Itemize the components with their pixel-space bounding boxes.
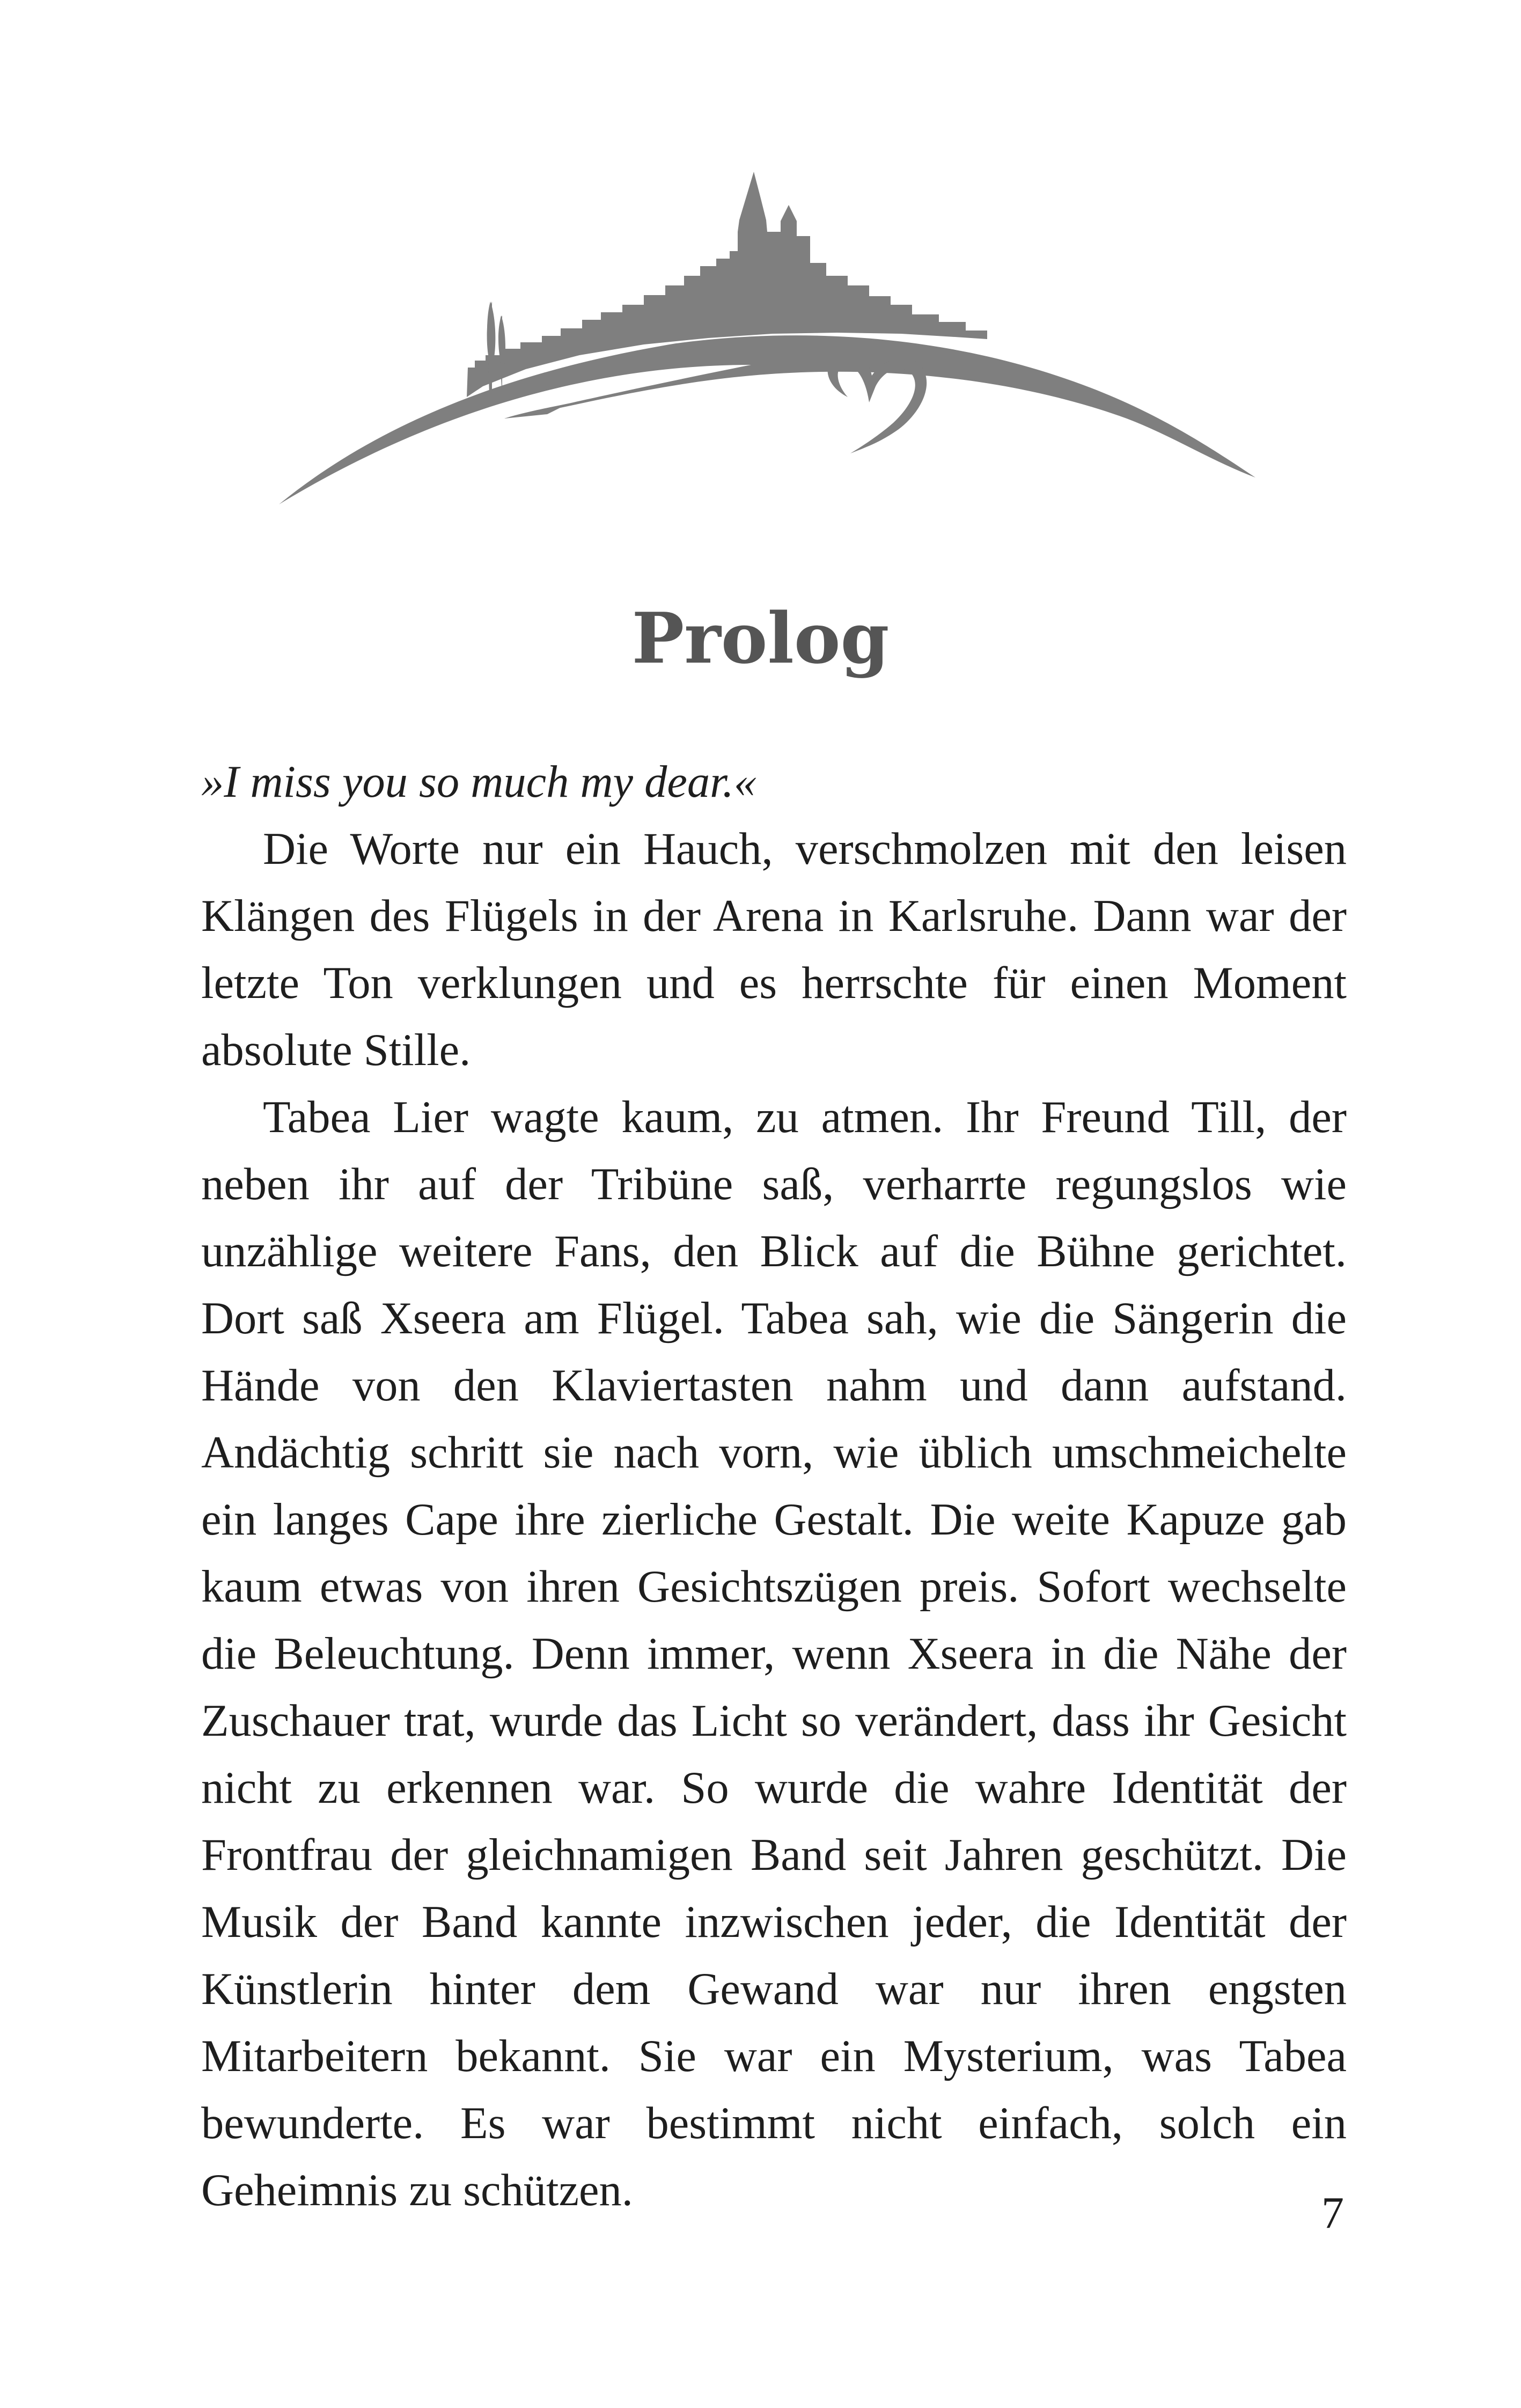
paragraph-1: Die Worte nur ein Hauch, verschmolzen mit den leisen Klängen des Flügels in der Arena in Karlsruhe. Dann war der letzte Ton verklungen und es herrschte für einen Moment absolute Stille. [201, 824, 1347, 1075]
chapter-title: Prolog [631, 597, 890, 679]
page-number: 7 [1321, 2188, 1344, 2238]
body-text [201, 748, 1347, 2224]
castle-hill-heart-ornament-icon [268, 161, 1277, 515]
epigraph-quote: »I miss you so much my dear.« [201, 757, 757, 807]
paragraph-2: Tabea Lier wagte kaum, zu atmen. Ihr Freund Till, der neben ihr auf der Tribüne saß, verharrte regungslos wie unzählige weitere Fans, den Blick auf die Bühne gerichtet. Dort saß Xseera am Flügel. Tabea sah, wie die Sängerin die Hände von den Klaviertasten nahm und dann aufstand. Andächtig schritt sie nach vorn, wie üblich umschmeichelte ein langes Cape ihre zierliche Gestalt. Die weite Kapuze gab kaum etwas von ihren Gesichtszügen preis. Sofort wechselte die Beleuchtung. Denn immer, wenn Xseera in die Nähe der Zuschauer trat, wurde das Licht so verändert, dass ihr Gesicht nicht zu erkennen war. So wurde die wahre Identität der Frontfrau der gleichnamigen Band seit Jahren geschützt. Die Musik der Band kannte inzwischen jeder, die Identität der Künstlerin hinter dem Gewand war nur ihren engsten Mitarbeitern bekannt. Sie war ein Mysterium, was Tabea bewunderte. Es war bestimmt nicht einfach, solch ein Geheimnis zu schützen. [201, 1092, 1347, 2215]
